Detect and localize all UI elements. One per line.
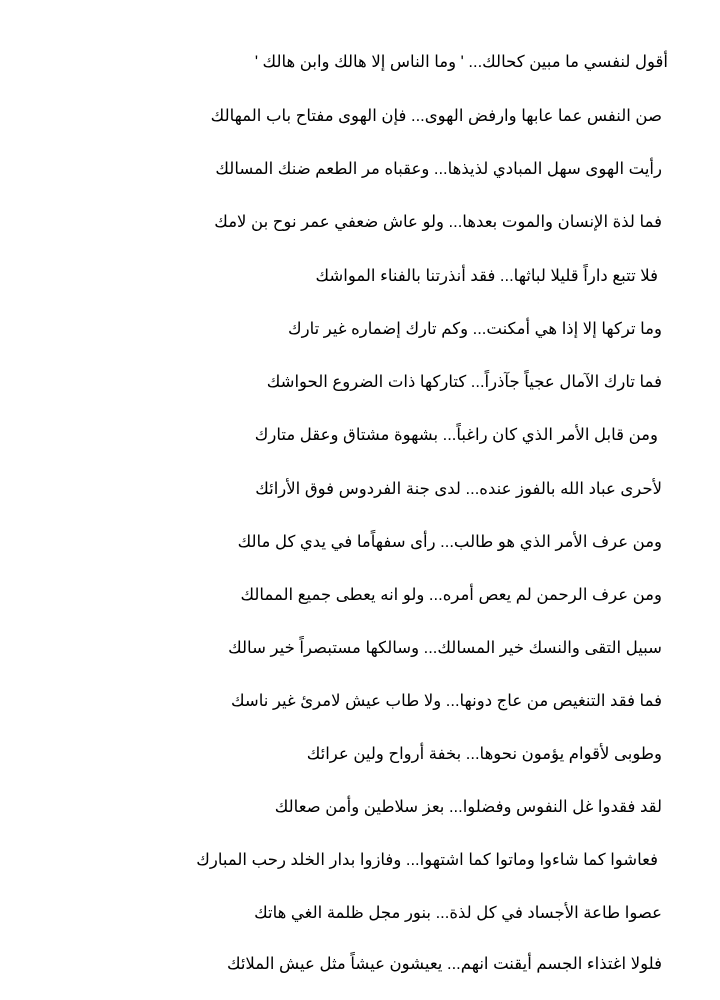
poem-line-8: ومن قابل الأمر الذي كان راغباً... بشهوة مشتاق وعقل متارك xyxy=(254,426,658,444)
poem-line-10: ومن عرف الأمر الذي هو طالب... رأى سفهاًما في يدي كل مالك xyxy=(237,533,662,551)
poem-line-13: فما فقد التنغيص من عاج دونها... ولا طاب عيش لامرئ غير ناسك xyxy=(231,692,662,710)
poem-line-4: فما لذة الإنسان والموت بعدها... ولو عاش ضعفي عمر نوح بن لامك xyxy=(214,213,662,231)
poem-line-15: لقد فقدوا غل النفوس وفضلوا... بعز سلاطين وأمن صعالك xyxy=(274,798,662,816)
poem-line-6: وما تركها إلا إذا هي أمكنت... وكم تارك إضماره غير تارك xyxy=(288,320,662,338)
poem-line-3: رأيت الهوى سهل المبادي لذيذها... وعقباه مر الطعم ضنك المسالك xyxy=(215,160,662,178)
poem-line-17: عصوا طاعة الأجساد في كل لذة... بنور مجل ظلمة الغي هاتك xyxy=(254,904,662,922)
poem-line-1: أقول لنفسي ما مبين كحالك... ' وما الناس إلا هالك وابن هالك ' xyxy=(254,53,668,71)
poem-line-12: سبيل التقى والنسك خير المسالك... وسالكها مستبصراً خير سالك xyxy=(228,639,662,657)
poem-line-7: فما تارك الآمال عجياً جآذراً... كتاركها ذات الضروع الحواشك xyxy=(266,373,662,391)
poem-line-14: وطوبى لأقوام يؤمون نحوها... بخفة أرواح ولين عرائك xyxy=(306,745,662,763)
poem-line-5: فلا تتبع داراً قليلا لباثها... فقد أنذرتنا بالفناء المواشك xyxy=(315,267,658,285)
poem-line-11: ومن عرف الرحمن لم يعص أمره... ولو انه يعطى جميع الممالك xyxy=(240,586,662,604)
poem-line-2: صن النفس عما عابها وارفض الهوى... فإن الهوى مفتاح باب المهالك xyxy=(210,107,662,125)
poem-line-9: لأحرى عباد الله بالفوز عنده... لدى جنة الفردوس فوق الأرائك xyxy=(255,480,662,498)
poem-line-18: فلولا اغتذاء الجسم أيقنت انهم... يعيشون عيشاً مثل عيش الملائك xyxy=(226,955,662,973)
poem-line-16: فعاشوا كما شاءوا وماتوا كما اشتهوا... وفازوا بدار الخلد رحب المبارك xyxy=(196,851,658,869)
